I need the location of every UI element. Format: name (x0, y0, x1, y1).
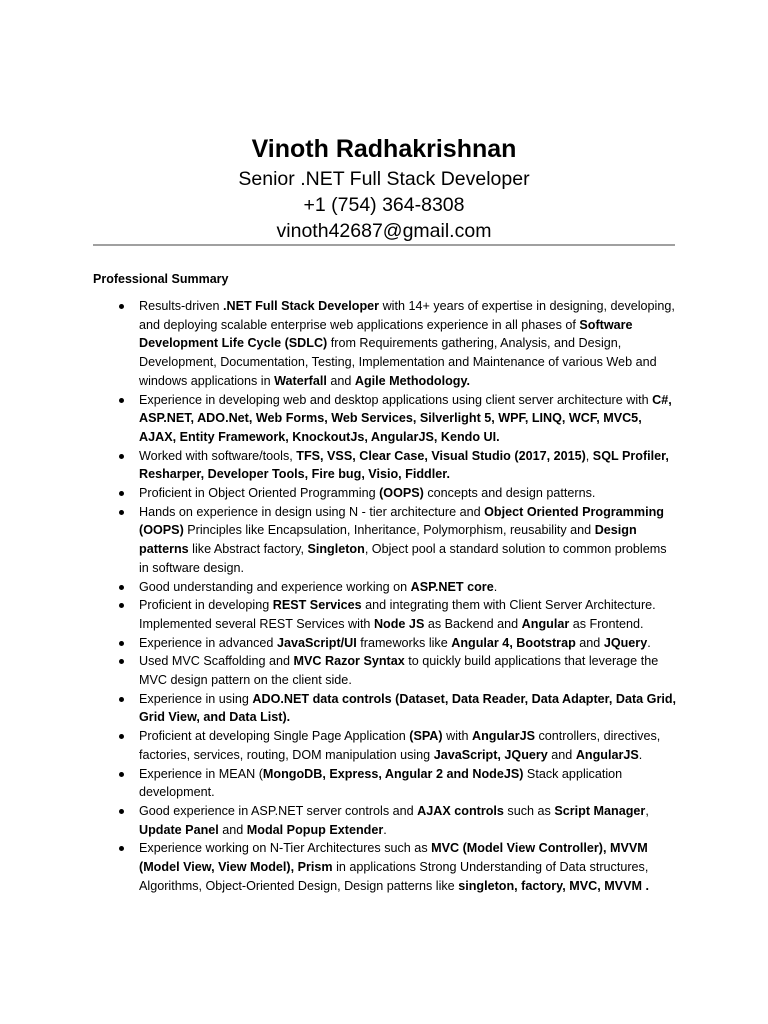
summary-item-text: Worked with software/tools, (139, 448, 297, 463)
summary-item-bold-text: .NET Full Stack Developer (223, 299, 380, 313)
summary-item-bold-text: JavaScript/UI (276, 635, 357, 650)
job-title: Senior .NET Full Stack Developer (238, 168, 530, 190)
summary-item-text: such as (503, 803, 555, 818)
summary-item-bold-text: Modal Popup Extender (246, 822, 384, 837)
summary-item (139, 839, 679, 895)
summary-item-bold-text: Singleton (307, 542, 365, 557)
bullet-icon (119, 603, 124, 608)
bullet-icon (119, 641, 124, 646)
summary-item-text: Good experience in ASP.NET server controls and (139, 803, 418, 818)
bullet-icon (119, 454, 124, 459)
summary-item-text: with (442, 729, 473, 744)
summary-item-text: concepts and design patterns. (423, 486, 596, 501)
summary-item (139, 503, 679, 578)
summary-item-text: from Requirements gathering, Analysis, and Design, Development, Documentation, Testing, Implementation and Maintenance of various Web and windows applications in (139, 336, 657, 388)
summary-item-bold-text: Software Development Life Cycle (SDLC) (139, 317, 633, 351)
summary-item-bold-text: MVC Razor Syntax (293, 654, 405, 669)
summary-item-bold-text: AngularJS (575, 747, 639, 762)
summary-item-text: and integrating them with Client Server Architecture. Implemented several REST Services with (139, 598, 656, 631)
summary-item-text: . (638, 747, 643, 762)
summary-item-text: and (218, 822, 247, 837)
summary-item-text: Experience in developing web and desktop applications using client server architecture with (139, 392, 653, 407)
summary-item (139, 391, 679, 447)
email-address: vinoth42687@gmail.com (276, 220, 492, 242)
summary-item-text: Experience in using (139, 691, 253, 706)
summary-item-bold-text: Angular 4, Bootstrap (451, 635, 576, 650)
summary-item-bold-text: MVC (Model View Controller), MVVM (Model View, View Model), Prism (139, 841, 648, 875)
bullet-icon (119, 585, 124, 590)
summary-item-bold-text: AJAX controls (417, 803, 504, 818)
summary-item (139, 802, 679, 839)
summary-item-bold-text: TFS, VSS, Clear Case, Visual Studio (2017, 2015) (296, 448, 586, 463)
summary-item (139, 596, 679, 633)
summary-item-text: Experience in MEAN ( (139, 766, 263, 781)
summary-item-text: , Object pool a standard solution to common problems in software design. (139, 542, 667, 575)
summary-item (139, 578, 679, 597)
summary-item-text: , (585, 448, 593, 463)
summary-item-text: and (575, 635, 604, 650)
resume-header (93, 132, 675, 244)
summary-item-text: in applications Strong Understanding of Data structures, Algorithms, Object-Oriented Design, Design patterns like (139, 860, 649, 893)
summary-item (139, 765, 679, 802)
bullet-icon (119, 809, 124, 814)
summary-item-text: Good understanding and experience working on (139, 579, 411, 594)
summary-item-bold-text: Agile Methodology. (354, 373, 471, 388)
summary-item-bold-text: Object Oriented Programming (OOPS) (139, 504, 664, 538)
summary-item (139, 690, 679, 727)
summary-item-text: and (326, 373, 355, 388)
phone-number: +1 (754) 364-8308 (303, 194, 465, 216)
summary-item-bold-text: Angular (521, 616, 570, 631)
summary-item-text: frameworks like (356, 635, 452, 650)
bullet-icon (119, 398, 124, 403)
summary-item-text: Proficient at developing Single Page Application (139, 729, 410, 744)
summary-item-bold-text: AngularJS (472, 729, 535, 744)
summary-item-text: Principles like Encapsulation, Inheritance, Polymorphism, reusability and (183, 523, 595, 538)
summary-item-text: . (647, 635, 651, 650)
bullet-icon (119, 697, 124, 702)
summary-item-text: , (645, 803, 649, 818)
bullet-icon (119, 304, 124, 309)
summary-item-bold-text: Design patterns (139, 523, 637, 557)
summary-item (139, 727, 679, 764)
summary-item-bold-text: (OOPS) (379, 486, 424, 501)
summary-item-text: to quickly build applications that leverage the MVC design pattern on the client side. (139, 654, 659, 688)
bullet-icon (119, 491, 124, 496)
summary-item-bold-text: SQL Profiler, Resharper, Developer Tools, Fire bug, Visio, Fiddler. (139, 448, 669, 482)
summary-item-bold-text: Update Panel (139, 822, 219, 837)
bullet-icon (119, 659, 124, 664)
summary-item-bold-text: ASP.NET core (410, 579, 494, 594)
summary-item-text: Proficient in developing (139, 598, 273, 613)
summary-item-bold-text: MongoDB, Express, Angular 2 and NodeJS) (262, 766, 524, 781)
candidate-name: Vinoth Radhakrishnan (251, 135, 517, 163)
summary-item-text: Experience working on N-Tier Architectures such as (139, 841, 432, 856)
summary-item-text: as Backend and (424, 616, 522, 631)
summary-item-bold-text: singleton, factory, MVC, MVVM . (458, 878, 649, 893)
summary-item (139, 652, 679, 689)
professional-summary-list (139, 297, 679, 896)
summary-item (139, 484, 679, 503)
summary-item-bold-text: Node JS (373, 616, 425, 631)
summary-item-text: as Frontend. (569, 616, 644, 631)
summary-item-text: . (493, 579, 498, 594)
header-divider (93, 244, 675, 246)
summary-item-text: . (383, 822, 387, 837)
summary-item-text: like Abstract factory, (188, 542, 308, 557)
summary-item-text: controllers, directives, factories, services, routing, DOM manipulation using (139, 729, 661, 762)
summary-item-text: Hands on experience in design using N - tier architecture and (139, 504, 485, 519)
summary-item-bold-text: (SPA) (409, 729, 443, 744)
summary-item-bold-text: ADO.NET data controls (Dataset, Data Reader, Data Adapter, Data Grid, Grid View, and Data List). (139, 691, 677, 725)
summary-item-bold-text: JQuery (603, 635, 648, 650)
summary-item (139, 447, 679, 484)
bullet-icon (119, 510, 124, 515)
summary-item-bold-text: JavaScript, JQuery (433, 747, 548, 762)
summary-item (139, 297, 679, 391)
summary-item-text: Stack application development. (139, 766, 623, 800)
summary-item-bold-text: C#, ASP.NET, ADO.Net, Web Forms, Web Services, Silverlight 5, WPF, LINQ, WCF, MVC5, AJAX, Entity Framework, KnockoutJs, AngularJS, Kendo UI. (139, 392, 672, 444)
bullet-icon (119, 734, 124, 739)
summary-item-text: Experience in advanced (139, 635, 277, 650)
summary-item-text: Proficient in Object Oriented Programming (139, 486, 380, 501)
section-heading-professional-summary: Professional Summary (93, 272, 229, 286)
summary-item-text: with 14+ years of expertise in designing, developing, and deploying scalable enterprise web applications experience in all phases of (139, 299, 675, 332)
summary-item-text: and (547, 747, 576, 762)
summary-item (139, 634, 679, 653)
summary-item-text: Results-driven (139, 299, 223, 313)
summary-item-text: Used MVC Scaffolding and (139, 654, 294, 669)
bullet-icon (119, 846, 124, 851)
summary-item-bold-text: Script Manager (554, 803, 646, 818)
summary-item-bold-text: Waterfall (274, 373, 327, 388)
summary-item-bold-text: REST Services (272, 598, 362, 613)
bullet-icon (119, 772, 124, 777)
